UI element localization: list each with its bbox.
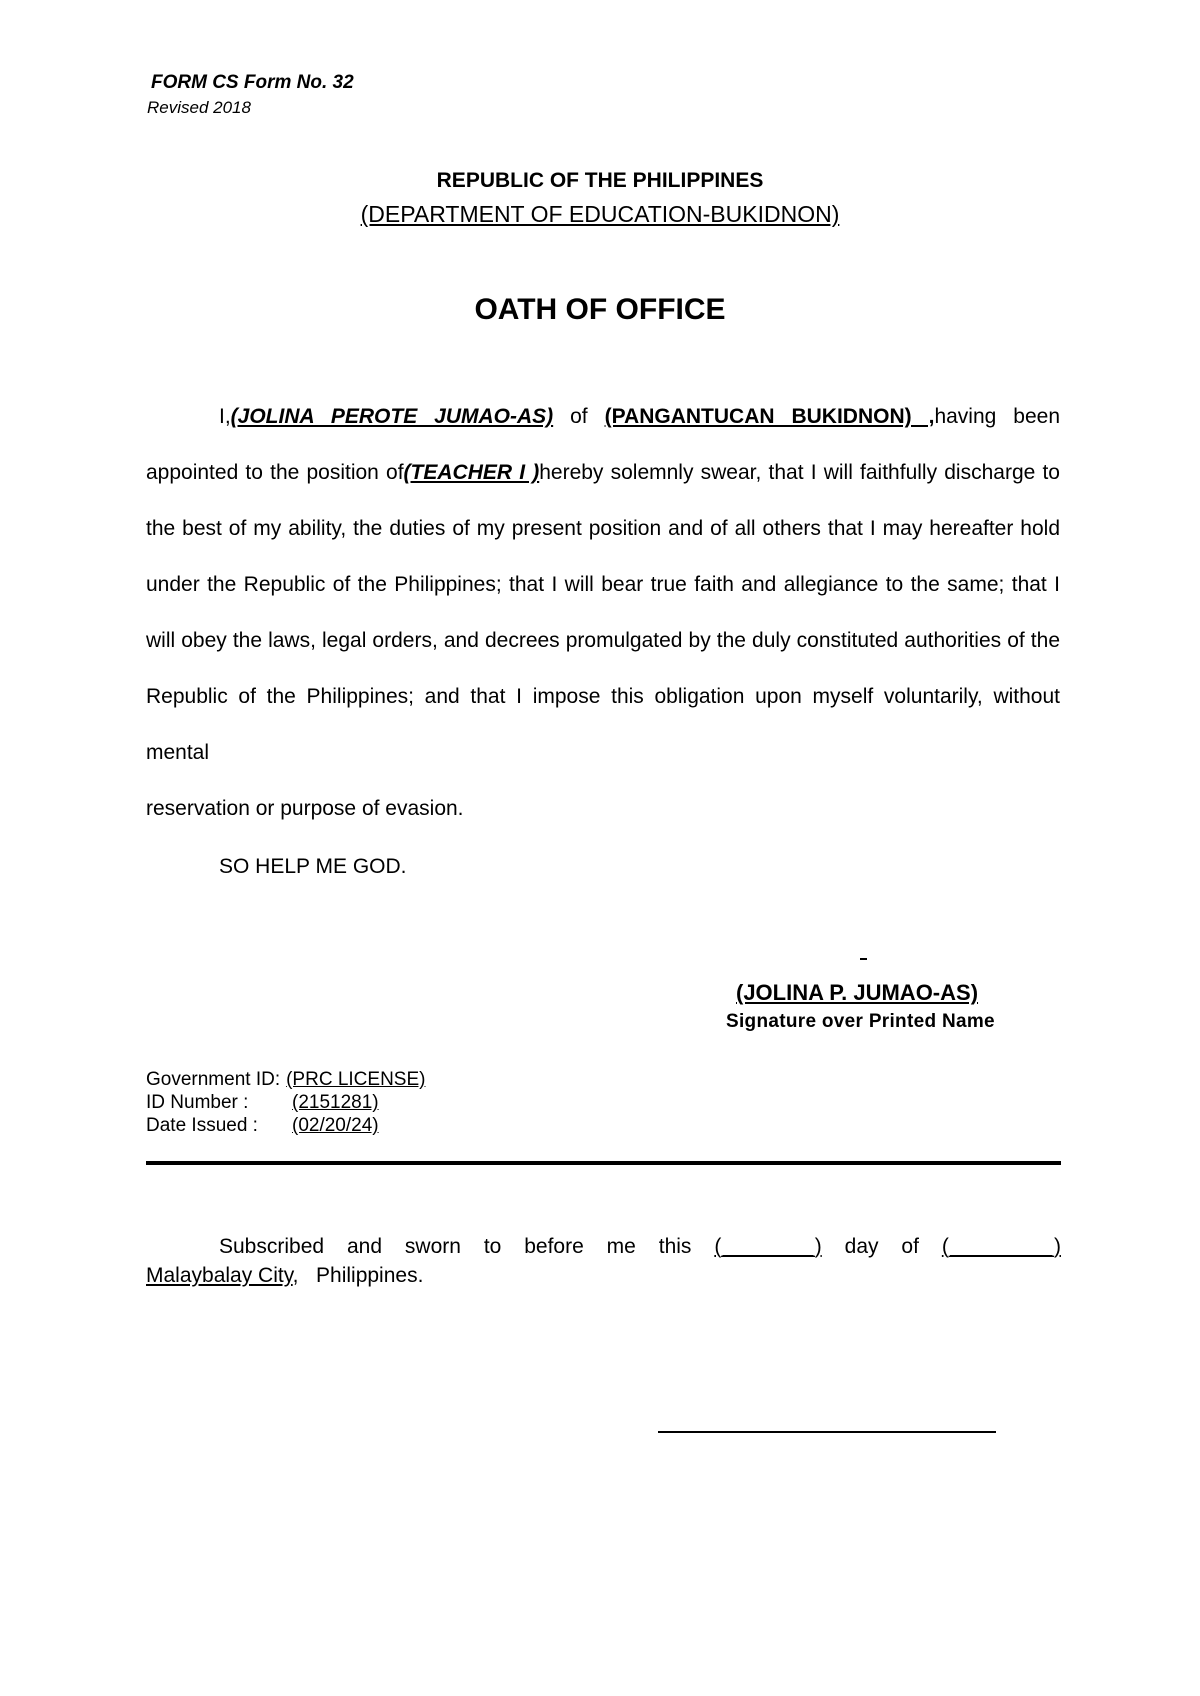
id-number-label: ID Number : [146, 1092, 249, 1113]
day-blank: (________) [714, 1235, 822, 1258]
id-number-value: (2151281) [292, 1092, 379, 1113]
signer-printed-name: (JOLINA P. JUMAO-AS) [736, 980, 979, 1005]
day-of-text: day of [844, 1235, 919, 1258]
oath-place: (PANGANTUCAN BUKIDNON) , [604, 405, 935, 428]
id-number-row [146, 1091, 425, 1114]
subscription-line [146, 1232, 1061, 1261]
oath-intro: I, [219, 405, 231, 428]
month-blank: (_________) [941, 1235, 1061, 1258]
city-name: Malaybalay City [146, 1264, 293, 1287]
oath-last-line: reservation or purpose of evasion. [146, 797, 464, 820]
closing-statement: SO HELP ME GOD. [219, 855, 407, 878]
gov-id-label: Government ID: [146, 1069, 281, 1090]
revision-note: Revised 2018 [147, 98, 251, 117]
oath-taker-name: (JOLINA PEROTE JUMAO-AS) [230, 405, 554, 428]
date-issued-value: (02/20/24) [292, 1115, 379, 1136]
id-info-block [146, 1068, 425, 1137]
oath-paragraph [146, 389, 1060, 837]
subscription-statement [146, 1232, 1061, 1290]
oath-position: (TEACHER I ) [403, 461, 540, 484]
date-issued-label: Date Issued : [146, 1115, 258, 1136]
signature-caption: Signature over Printed Name [726, 1011, 995, 1032]
form-number: FORM CS Form No. 32 [151, 72, 354, 93]
gov-id-value: (PRC LICENSE) [286, 1069, 426, 1090]
oath-of-text: of [553, 405, 605, 428]
section-divider [146, 1161, 1061, 1165]
oath-having-text: having been appointed to the position of [146, 405, 1060, 484]
republic-heading: REPUBLIC OF THE PHILIPPINES [436, 169, 764, 192]
department-heading: (DEPARTMENT OF EDUCATION-BUKIDNON) [360, 201, 840, 227]
date-issued-row [146, 1114, 425, 1137]
gov-id-row [146, 1068, 425, 1091]
country-name: , Philippines. [292, 1264, 424, 1287]
location-line [146, 1261, 1061, 1290]
subscribed-text: Subscribed and sworn to before me this [219, 1235, 692, 1258]
oath-body-text: hereby solemnly swear, that I will faithfully discharge to the best of my ability, the duties of my present position and of all others that I may hereafter hold under the Republic of the Philippines; that I will bear true faith and allegiance to the same; that I will obey the laws, legal orders, and decrees promulgated by the duly constituted authorities of the Republic of the Philippines; and that I impose this obligation upon myself voluntarily, without mental [146, 461, 1060, 764]
signature-mark [860, 958, 867, 960]
administering-officer-signature-line [658, 1431, 996, 1433]
document-title: OATH OF OFFICE [474, 293, 726, 326]
